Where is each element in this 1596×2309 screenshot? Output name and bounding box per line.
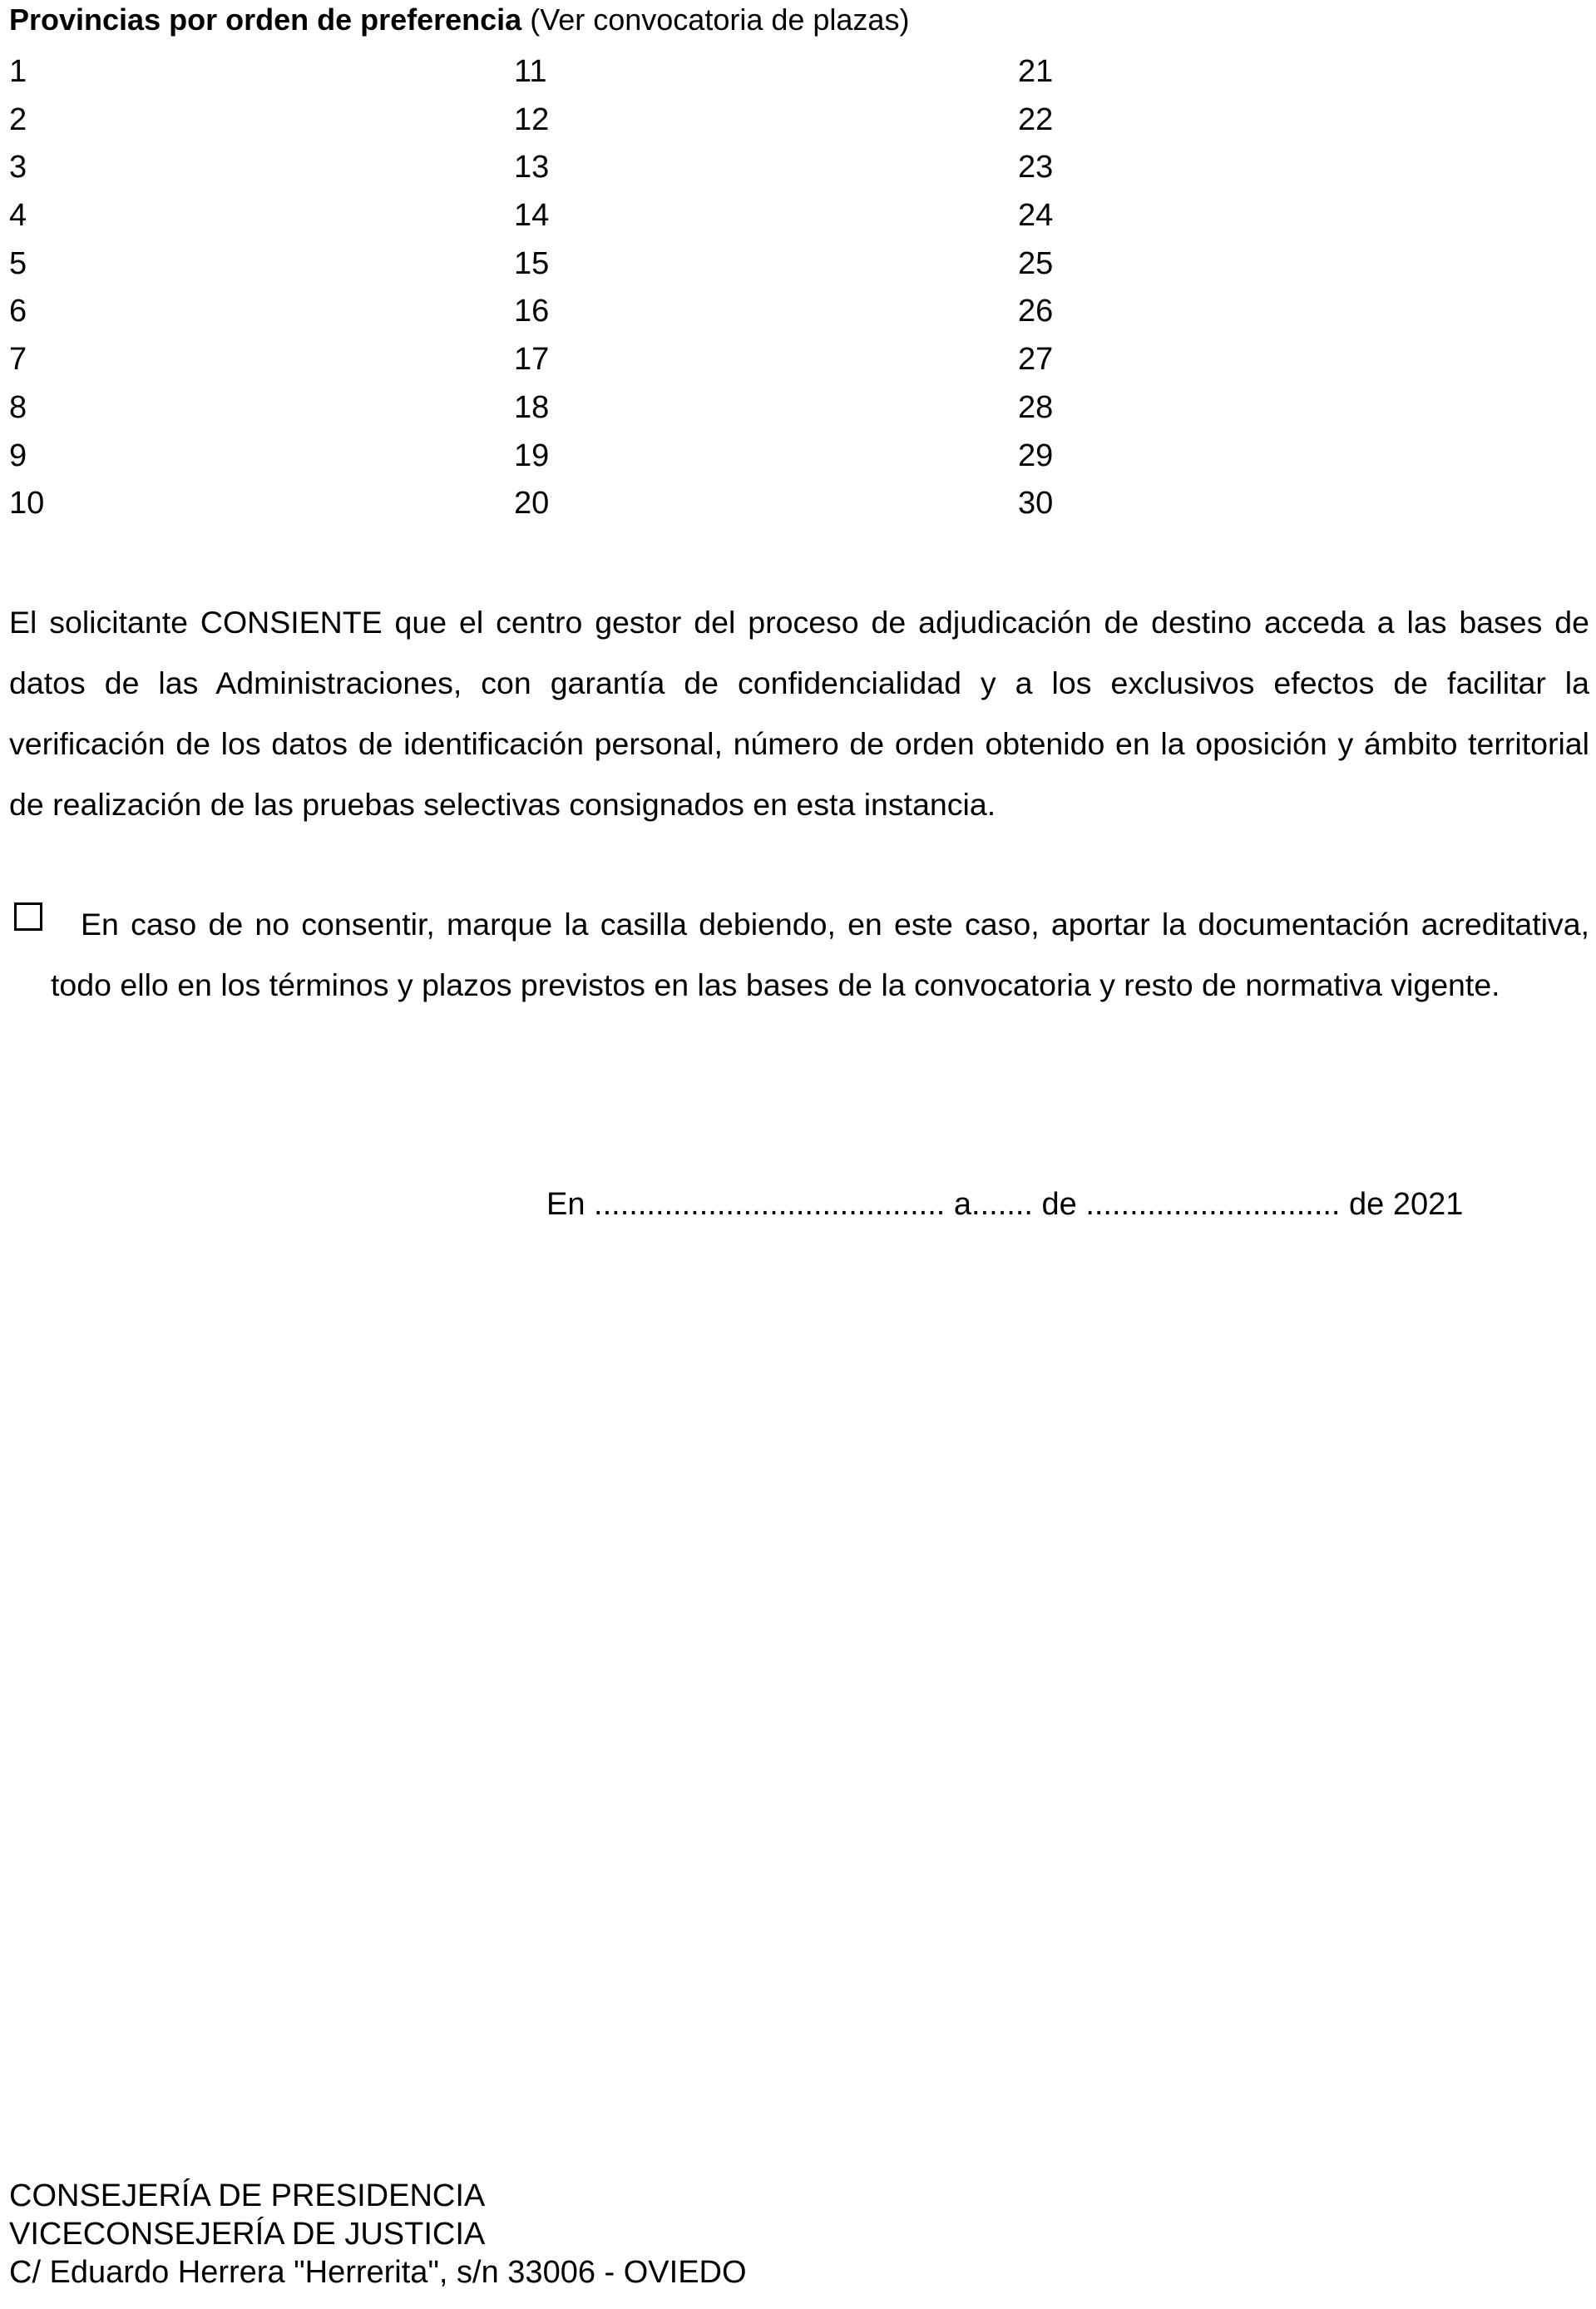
preference-number: 12 — [514, 101, 550, 137]
preference-number: 13 — [514, 150, 550, 185]
preferences-heading-note: (Ver convocatoria de plazas) — [521, 2, 910, 37]
preference-number: 14 — [514, 198, 550, 234]
preference-number: 21 — [1018, 54, 1054, 89]
preference-number: 26 — [1018, 294, 1054, 329]
preferences-column-1 — [9, 48, 44, 528]
preference-number: 15 — [514, 245, 550, 281]
preference-number: 7 — [9, 342, 27, 378]
consent-paragraph: El solicitante CONSIENTE que el centro gestor del proceso de adjudicación de destino acceda a las bases de datos de las Administraciones, con garantía de confidencialidad y a los exclusivos efectos de facilitar la verificación de los datos de identificación personal, número de orden obtenido en la oposición y ámbito territorial de realización de las pruebas selectivas consignados en esta instancia. — [9, 605, 1589, 822]
preferences-column-2 — [514, 48, 549, 528]
preference-number: 8 — [9, 389, 27, 425]
preference-number: 17 — [514, 342, 550, 378]
preferences-grid — [9, 48, 1174, 531]
preference-number: 25 — [1018, 245, 1054, 281]
preference-number: 28 — [1018, 389, 1054, 425]
no-consent-option — [9, 894, 1589, 1016]
preference-number: 1 — [9, 54, 27, 89]
footer-street-address: C/ Eduardo Herrera "Herrerita", s/n 33006 - OVIEDO — [9, 2255, 747, 2290]
preference-number: 18 — [514, 389, 550, 425]
preference-number: 22 — [1018, 101, 1054, 137]
preferences-heading-bold: Provincias por orden de preferencia — [9, 2, 522, 37]
footer-consejeria: CONSEJERÍA DE PRESIDENCIA — [9, 2178, 486, 2213]
signature-date-line: En ........................................ a....... de ............................. de 2021 — [546, 1187, 1464, 1222]
preference-number: 2 — [9, 101, 27, 137]
preference-number: 9 — [9, 438, 27, 473]
footer-viceconsejeria: VICECONSEJERÍA DE JUSTICIA — [9, 2217, 486, 2252]
preference-number: 27 — [1018, 342, 1054, 378]
preference-number: 11 — [514, 54, 547, 89]
preference-number: 29 — [1018, 438, 1054, 473]
preferences-column-3 — [1018, 48, 1053, 528]
preference-number: 3 — [9, 150, 27, 185]
preference-number: 23 — [1018, 150, 1054, 185]
preference-number: 6 — [9, 294, 27, 329]
preference-number: 5 — [9, 245, 27, 281]
preference-number: 19 — [514, 438, 550, 473]
preference-number: 10 — [9, 486, 45, 522]
footer-address — [9, 2177, 747, 2292]
no-consent-checkbox[interactable] — [14, 902, 42, 931]
no-consent-text: En caso de no consentir, marque la casilla debiendo, en este caso, aportar la documentación acreditativa, todo ello en los términos y plazos previstos en las bases de la convocatoria y resto de normativa vigente. — [51, 907, 1589, 1002]
preferences-heading — [9, 2, 909, 38]
preference-number: 24 — [1018, 198, 1054, 234]
preference-number: 30 — [1018, 486, 1054, 522]
preference-number: 20 — [514, 486, 550, 522]
preference-number: 4 — [9, 198, 27, 234]
preference-number: 16 — [514, 294, 550, 329]
